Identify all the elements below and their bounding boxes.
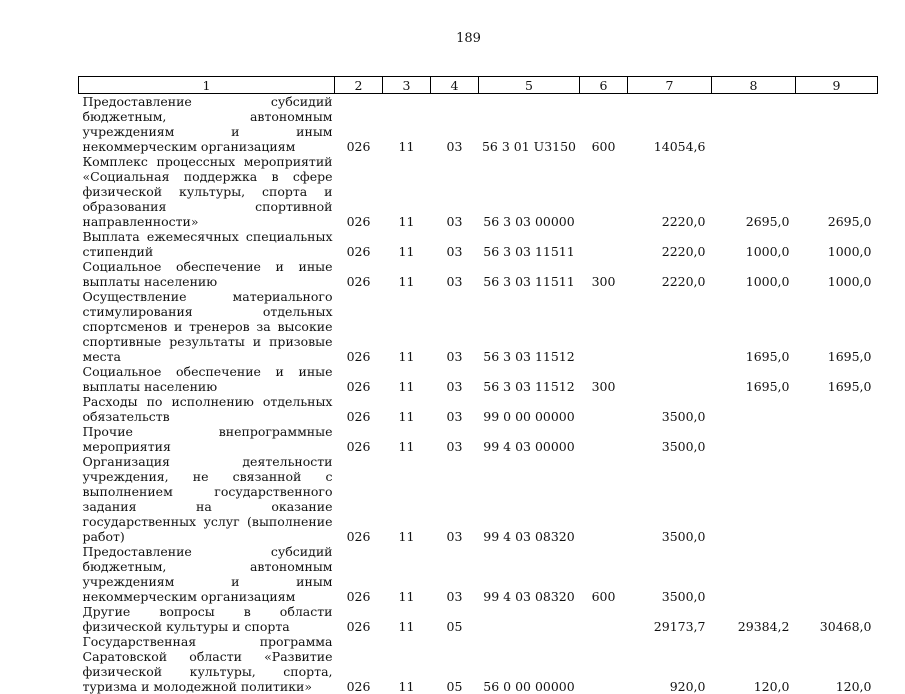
cell-target-article: 56 3 03 11511 xyxy=(479,259,580,289)
cell-amount-col9 xyxy=(796,394,878,424)
cell-section: 11 xyxy=(383,154,431,229)
table-row xyxy=(79,454,878,544)
cell-target-article: 99 4 03 08320 xyxy=(479,544,580,604)
column-header-8: 8 xyxy=(712,77,796,94)
cell-amount-col9: 120,0 xyxy=(796,634,878,694)
cell-subsection: 03 xyxy=(431,544,479,604)
row-name: Предоставление субсидий бюджетным, автономным учреждениям и иным некоммерческим организациям xyxy=(79,94,335,155)
cell-target-article: 56 3 03 11512 xyxy=(479,364,580,394)
cell-amount-col9 xyxy=(796,544,878,604)
cell-section: 11 xyxy=(383,604,431,634)
cell-amount-col9 xyxy=(796,424,878,454)
cell-ministry: 026 xyxy=(335,454,383,544)
cell-amount-col7: 2220,0 xyxy=(628,154,712,229)
cell-section: 11 xyxy=(383,94,431,155)
cell-target-article: 56 0 00 00000 xyxy=(479,634,580,694)
cell-amount-col8: 1000,0 xyxy=(712,229,796,259)
cell-expense-type xyxy=(580,229,628,259)
row-name: Осуществление материального стимулирования отдельных спортсменов и тренеров за высокие спортивные результаты и призовые места xyxy=(79,289,335,364)
row-name: Выплата ежемесячных специальных стипендий xyxy=(79,229,335,259)
row-name: Организация деятельности учреждения, не связанной с выполнением государственного задания на оказание государственных услуг (выполнение работ) xyxy=(79,454,335,544)
cell-expense-type xyxy=(580,289,628,364)
table-body xyxy=(79,94,878,694)
table-row xyxy=(79,394,878,424)
cell-amount-col8 xyxy=(712,424,796,454)
page-number: 189 xyxy=(0,31,905,46)
cell-subsection: 05 xyxy=(431,604,479,634)
cell-amount-col8: 1000,0 xyxy=(712,259,796,289)
cell-expense-type: 600 xyxy=(580,544,628,604)
cell-amount-col9 xyxy=(796,94,878,155)
cell-target-article: 99 0 00 00000 xyxy=(479,394,580,424)
cell-amount-col9 xyxy=(796,454,878,544)
cell-amount-col9: 30468,0 xyxy=(796,604,878,634)
cell-amount-col7: 2220,0 xyxy=(628,259,712,289)
cell-target-article: 56 3 03 00000 xyxy=(479,154,580,229)
cell-subsection: 03 xyxy=(431,94,479,155)
cell-amount-col7: 14054,6 xyxy=(628,94,712,155)
column-header-2: 2 xyxy=(335,77,383,94)
cell-amount-col9: 1000,0 xyxy=(796,259,878,289)
table-row xyxy=(79,289,878,364)
cell-amount-col7: 29173,7 xyxy=(628,604,712,634)
cell-target-article xyxy=(479,604,580,634)
cell-section: 11 xyxy=(383,634,431,694)
cell-section: 11 xyxy=(383,229,431,259)
cell-ministry: 026 xyxy=(335,604,383,634)
cell-expense-type xyxy=(580,454,628,544)
cell-section: 11 xyxy=(383,289,431,364)
cell-amount-col8 xyxy=(712,454,796,544)
table-row xyxy=(79,259,878,289)
cell-section: 11 xyxy=(383,424,431,454)
cell-amount-col7: 3500,0 xyxy=(628,544,712,604)
cell-amount-col9: 1695,0 xyxy=(796,289,878,364)
cell-amount-col8: 120,0 xyxy=(712,634,796,694)
column-number-header-row xyxy=(79,77,878,94)
row-name: Прочие внепрограммные мероприятия xyxy=(79,424,335,454)
cell-amount-col9: 2695,0 xyxy=(796,154,878,229)
cell-amount-col8 xyxy=(712,94,796,155)
cell-target-article: 56 3 03 11511 xyxy=(479,229,580,259)
cell-subsection: 03 xyxy=(431,424,479,454)
column-header-4: 4 xyxy=(431,77,479,94)
cell-amount-col7 xyxy=(628,364,712,394)
column-header-7: 7 xyxy=(628,77,712,94)
cell-amount-col7: 3500,0 xyxy=(628,424,712,454)
cell-subsection: 03 xyxy=(431,154,479,229)
row-name: Предоставление субсидий бюджетным, автономным учреждениям и иным некоммерческим организациям xyxy=(79,544,335,604)
cell-amount-col7: 2220,0 xyxy=(628,229,712,259)
cell-ministry: 026 xyxy=(335,229,383,259)
column-header-6: 6 xyxy=(580,77,628,94)
cell-amount-col9: 1695,0 xyxy=(796,364,878,394)
cell-amount-col8 xyxy=(712,544,796,604)
table-row xyxy=(79,229,878,259)
row-name: Комплекс процессных мероприятий «Социальная поддержка в сфере физической культуры, спорта и образования спортивной направленности» xyxy=(79,154,335,229)
cell-amount-col8: 1695,0 xyxy=(712,289,796,364)
cell-expense-type xyxy=(580,394,628,424)
cell-expense-type: 300 xyxy=(580,364,628,394)
cell-target-article: 99 4 03 08320 xyxy=(479,454,580,544)
cell-target-article: 56 3 01 U3150 xyxy=(479,94,580,155)
cell-expense-type: 300 xyxy=(580,259,628,289)
cell-amount-col9: 1000,0 xyxy=(796,229,878,259)
column-header-9: 9 xyxy=(796,77,878,94)
cell-subsection: 03 xyxy=(431,259,479,289)
budget-table xyxy=(78,76,878,694)
cell-section: 11 xyxy=(383,454,431,544)
cell-amount-col7: 920,0 xyxy=(628,634,712,694)
row-name: Расходы по исполнению отдельных обязательств xyxy=(79,394,335,424)
row-name: Социальное обеспечение и иные выплаты населению xyxy=(79,364,335,394)
column-header-3: 3 xyxy=(383,77,431,94)
table-row xyxy=(79,634,878,694)
cell-target-article: 56 3 03 11512 xyxy=(479,289,580,364)
cell-ministry: 026 xyxy=(335,289,383,364)
cell-ministry: 026 xyxy=(335,364,383,394)
cell-section: 11 xyxy=(383,544,431,604)
cell-expense-type: 600 xyxy=(580,94,628,155)
cell-subsection: 05 xyxy=(431,634,479,694)
table-row xyxy=(79,544,878,604)
cell-expense-type xyxy=(580,604,628,634)
table-row xyxy=(79,154,878,229)
cell-ministry: 026 xyxy=(335,394,383,424)
column-header-1: 1 xyxy=(79,77,335,94)
cell-amount-col8: 2695,0 xyxy=(712,154,796,229)
cell-target-article: 99 4 03 00000 xyxy=(479,424,580,454)
cell-ministry: 026 xyxy=(335,94,383,155)
row-name: Социальное обеспечение и иные выплаты населению xyxy=(79,259,335,289)
cell-section: 11 xyxy=(383,394,431,424)
cell-subsection: 03 xyxy=(431,454,479,544)
cell-expense-type xyxy=(580,424,628,454)
column-header-5: 5 xyxy=(479,77,580,94)
cell-subsection: 03 xyxy=(431,364,479,394)
cell-ministry: 026 xyxy=(335,544,383,604)
cell-ministry: 026 xyxy=(335,634,383,694)
cell-section: 11 xyxy=(383,259,431,289)
cell-subsection: 03 xyxy=(431,289,479,364)
row-name: Другие вопросы в области физической культуры и спорта xyxy=(79,604,335,634)
table-row xyxy=(79,94,878,155)
cell-section: 11 xyxy=(383,364,431,394)
table-row xyxy=(79,424,878,454)
cell-amount-col8 xyxy=(712,394,796,424)
cell-expense-type xyxy=(580,154,628,229)
cell-subsection: 03 xyxy=(431,229,479,259)
row-name: Государственная программа Саратовской области «Развитие физической культуры, спорта, туризма и молодежной политики» xyxy=(79,634,335,694)
table-row xyxy=(79,364,878,394)
cell-amount-col8: 29384,2 xyxy=(712,604,796,634)
cell-expense-type xyxy=(580,634,628,694)
table-row xyxy=(79,604,878,634)
cell-subsection: 03 xyxy=(431,394,479,424)
cell-ministry: 026 xyxy=(335,259,383,289)
cell-amount-col7 xyxy=(628,289,712,364)
cell-amount-col7: 3500,0 xyxy=(628,454,712,544)
cell-ministry: 026 xyxy=(335,154,383,229)
cell-amount-col8: 1695,0 xyxy=(712,364,796,394)
cell-amount-col7: 3500,0 xyxy=(628,394,712,424)
cell-ministry: 026 xyxy=(335,424,383,454)
